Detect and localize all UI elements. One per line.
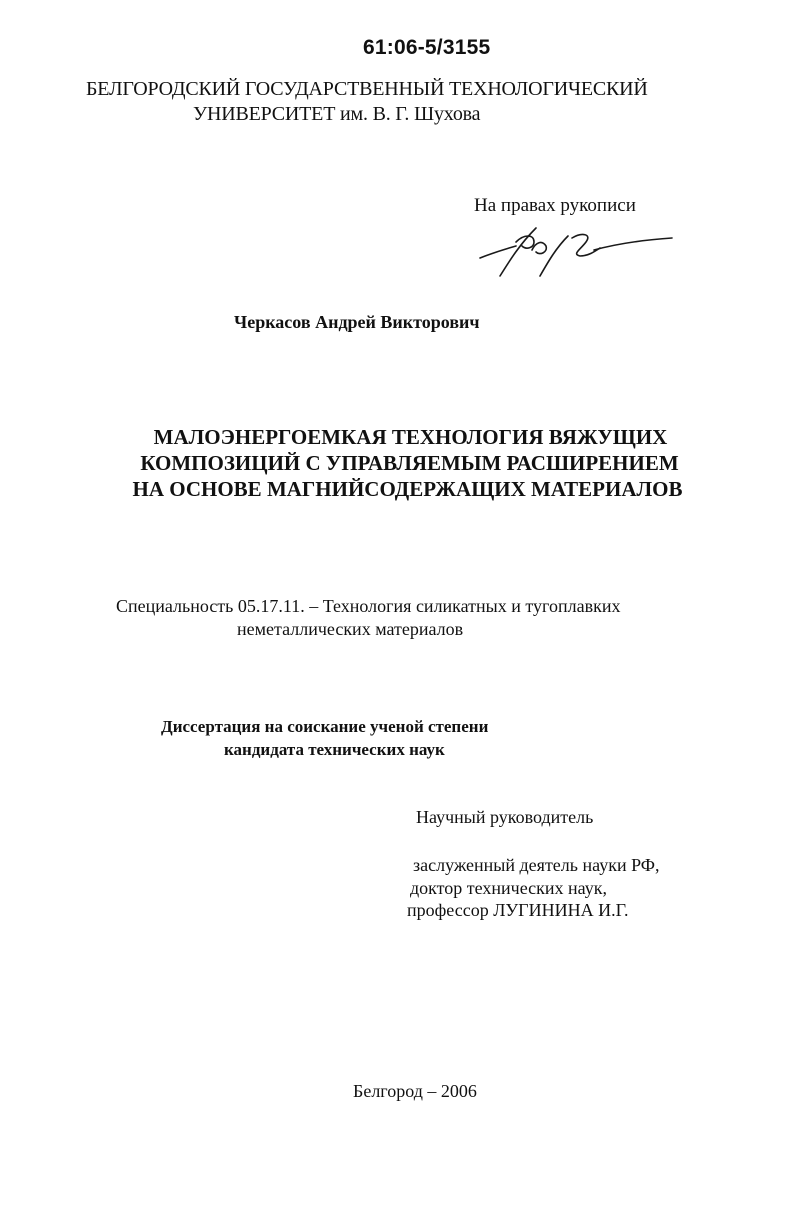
specialty-line-1: Специальность 05.17.11. – Технология силикатных и тугоплавких: [116, 596, 621, 616]
supervisor-title-1: заслуженный деятель науки РФ,: [413, 855, 660, 875]
supervisor-title-2: доктор технических наук,: [410, 878, 607, 898]
supervisor-heading: Научный руководитель: [416, 807, 594, 827]
city-year: Белгород – 2006: [353, 1081, 477, 1101]
manuscript-rights-label: На правах рукописи: [474, 195, 636, 216]
title-line-2: КОМПОЗИЦИЙ С УПРАВЛЯЕМЫМ РАСШИРЕНИЕМ: [140, 451, 679, 475]
dissertation-title: [0, 424, 797, 502]
title-line-3: НА ОСНОВЕ МАГНИЙСОДЕРЖАЩИХ МАТЕРИАЛОВ: [132, 477, 683, 501]
specialty-line-2: неметаллических материалов: [237, 619, 464, 639]
author-name: Черкасов Андрей Викторович: [234, 312, 480, 332]
degree-line-2: кандидата технических наук: [224, 740, 445, 759]
registry-code: 61:06-5/3155: [363, 36, 491, 59]
university-name-line-1: БЕЛГОРОДСКИЙ ГОСУДАРСТВЕННЫЙ ТЕХНОЛОГИЧЕСКИЙ: [86, 78, 648, 100]
degree-line-1: Диссертация на соискание ученой степени: [161, 717, 489, 736]
signature-icon: [476, 220, 676, 280]
supervisor-name: профессор ЛУГИНИНА И.Г.: [407, 900, 629, 920]
title-line-1: МАЛОЭНЕРГОЕМКАЯ ТЕХНОЛОГИЯ ВЯЖУЩИХ: [153, 425, 668, 449]
university-name-line-2: УНИВЕРСИТЕТ им. В. Г. Шухова: [193, 103, 481, 125]
